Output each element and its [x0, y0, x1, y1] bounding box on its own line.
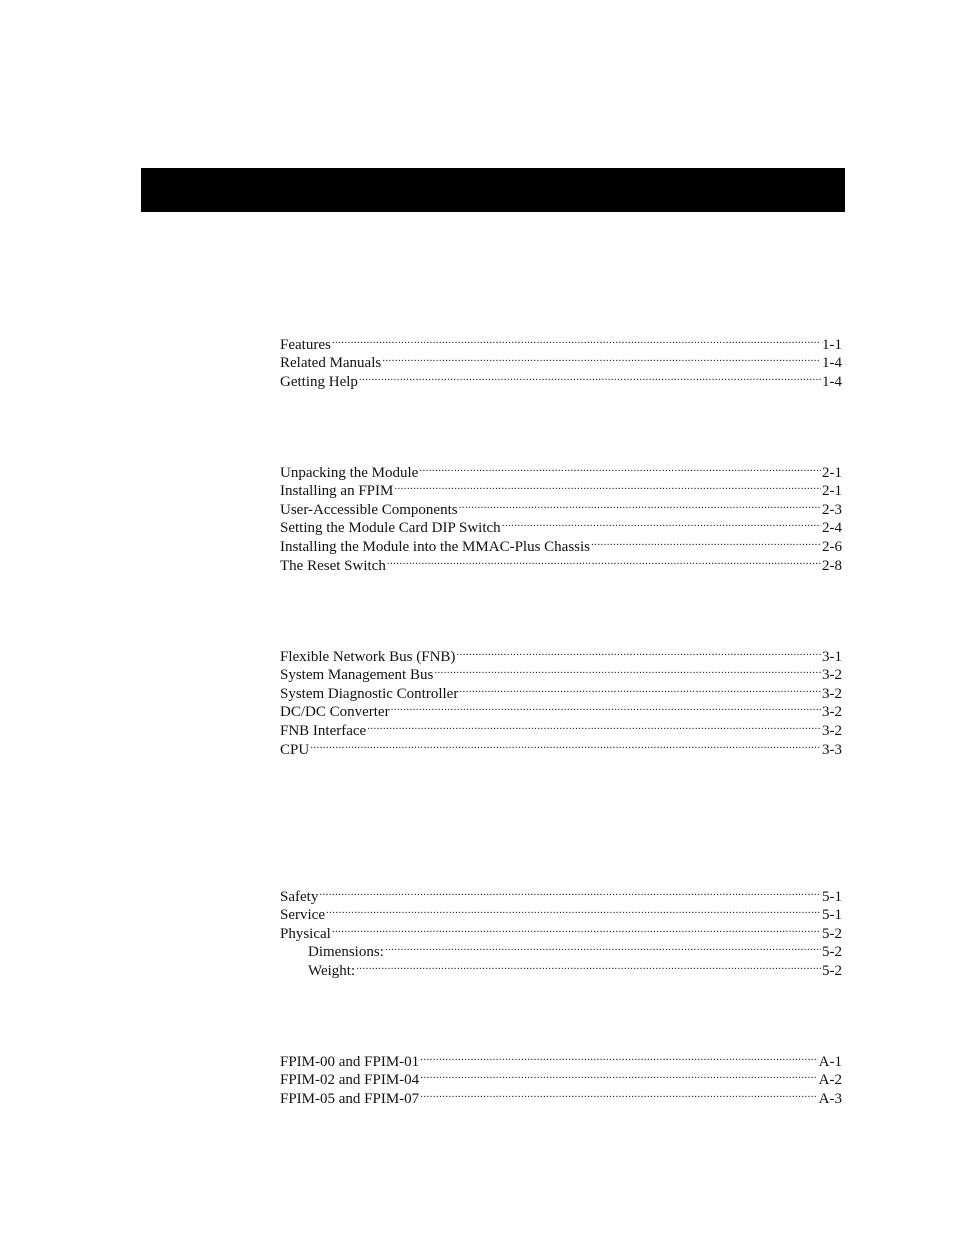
toc-entry-title: Weight: [308, 962, 356, 979]
dot-leader [419, 458, 821, 477]
toc-entry-page: 3-2 [822, 722, 842, 739]
dot-leader [420, 1047, 817, 1066]
dot-leader [367, 716, 821, 735]
toc-entry-title: Unpacking the Module [280, 464, 419, 481]
toc-entry-title: Getting Help [280, 373, 358, 390]
toc-entry[interactable] [280, 330, 842, 353]
toc-entry[interactable] [280, 901, 842, 924]
dot-leader [332, 330, 821, 349]
toc-entry-page: 2-4 [822, 520, 842, 537]
toc-entry-title: Related Manuals [280, 355, 382, 372]
dot-leader [420, 1066, 817, 1085]
toc-entry-page: 3-2 [822, 685, 842, 702]
dot-leader [332, 919, 821, 938]
dot-leader [387, 551, 821, 570]
dot-leader [326, 901, 821, 920]
toc-entry-title: Features [280, 336, 331, 353]
toc-entry-title: System Diagnostic Controller [280, 685, 459, 702]
toc-section-3 [280, 642, 842, 758]
dot-leader [394, 477, 821, 496]
toc-entry-title: Physical [280, 925, 331, 942]
toc-section-4 [280, 882, 842, 979]
toc-entry-page: 5-2 [822, 944, 842, 961]
dot-leader [359, 367, 821, 386]
dot-leader [591, 532, 821, 551]
toc-entry[interactable] [280, 882, 842, 905]
toc-entry-page: 2-1 [822, 464, 842, 481]
toc-subentry[interactable] [280, 956, 842, 979]
toc-entry-title: FPIM-00 and FPIM-01 [280, 1053, 420, 1070]
toc-entry-page: 3-2 [822, 704, 842, 721]
toc-section-1 [280, 330, 842, 390]
toc-entry-page: 2-8 [822, 557, 842, 574]
toc-entry-title: FPIM-02 and FPIM-04 [280, 1072, 420, 1089]
toc-entry[interactable] [280, 1047, 842, 1070]
toc-entry[interactable] [280, 919, 842, 942]
toc-entry-page: 2-3 [822, 501, 842, 518]
dot-leader [459, 679, 821, 698]
toc-section-2 [280, 458, 842, 574]
toc-entry-page: A-3 [818, 1090, 842, 1107]
toc-entry[interactable] [280, 735, 842, 758]
toc-entry-title: FNB Interface [280, 722, 367, 739]
toc-section-appendix [280, 1047, 842, 1107]
toc-entry[interactable] [280, 642, 842, 665]
toc-entry-title: Installing an FPIM [280, 483, 394, 500]
toc-entry-page: 1-4 [822, 355, 842, 372]
toc-entry-title: FPIM-05 and FPIM-07 [280, 1090, 420, 1107]
toc-entry-page: A-1 [818, 1053, 842, 1070]
toc-entry[interactable] [280, 458, 842, 481]
toc-entry-title: Installing the Module into the MMAC-Plus Chassis [280, 538, 591, 555]
toc-entry[interactable] [280, 367, 842, 390]
toc-entry-page: 3-1 [822, 648, 842, 665]
toc-entry-title: CPU [280, 741, 310, 758]
dot-leader [420, 1084, 817, 1103]
toc-entry-page: 5-1 [822, 888, 842, 905]
toc-entry-page: 2-6 [822, 538, 842, 555]
toc-entry-title: Flexible Network Bus (FNB) [280, 648, 456, 665]
dot-leader [456, 642, 821, 661]
toc-entry-title: Setting the Module Card DIP Switch [280, 520, 501, 537]
dot-leader [434, 661, 821, 680]
toc-entry-title: Safety [280, 888, 319, 905]
dot-leader [385, 938, 821, 957]
toc-entry-page: 5-2 [822, 925, 842, 942]
toc-entry-title: DC/DC Converter [280, 704, 390, 721]
toc-entry-title: Dimensions: [308, 944, 384, 961]
toc-entry-page: 3-2 [822, 667, 842, 684]
toc-entry[interactable] [280, 349, 842, 372]
dot-leader [319, 882, 821, 901]
header-bar [141, 168, 845, 212]
toc-entry-page: 1-4 [822, 373, 842, 390]
dot-leader [382, 349, 821, 368]
toc-entry-page: 1-1 [822, 336, 842, 353]
dot-leader [459, 495, 821, 514]
dot-leader [391, 698, 821, 717]
toc-entry-page: 2-1 [822, 483, 842, 500]
toc-entry-page: 5-2 [822, 962, 842, 979]
toc-entry-page: 3-3 [822, 741, 842, 758]
toc-subentry[interactable] [280, 938, 842, 961]
toc-entry-title: Service [280, 907, 325, 924]
toc-entry-title: The Reset Switch [280, 557, 386, 574]
dot-leader [502, 514, 821, 533]
toc-entry-page: 5-1 [822, 907, 842, 924]
toc-entry-page: A-2 [818, 1072, 842, 1089]
toc-entry-title: User-Accessible Components [280, 501, 458, 518]
toc-entry-title: System Management Bus [280, 667, 434, 684]
dot-leader [310, 735, 821, 754]
dot-leader [356, 956, 821, 975]
